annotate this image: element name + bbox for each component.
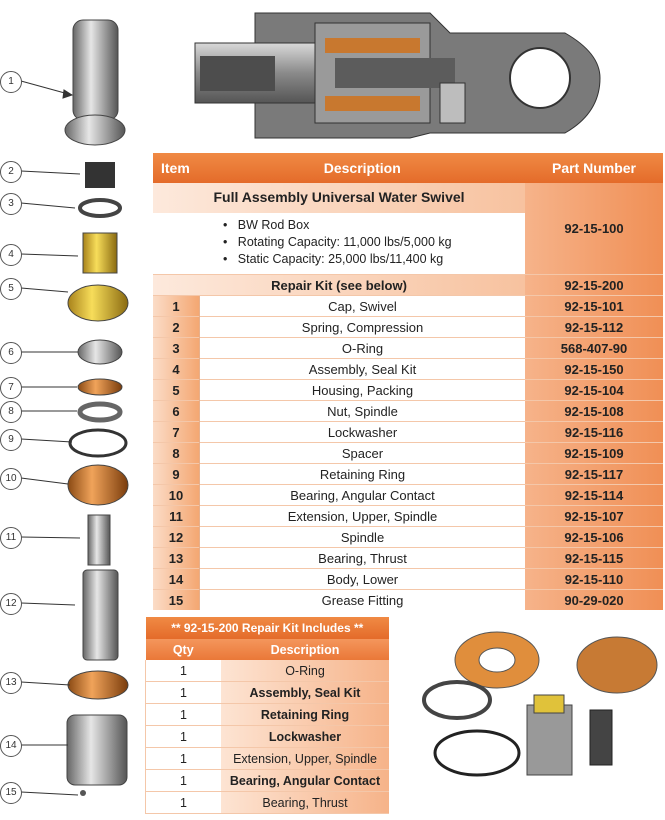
callout-6: 6	[0, 342, 22, 364]
repair-kit-table	[145, 617, 389, 814]
kit-header-qty: Qty	[146, 639, 222, 660]
table-row	[153, 548, 663, 569]
item-cell: 1	[153, 296, 200, 317]
description-cell: Bearing, Angular Contact	[200, 485, 526, 506]
kit-row	[146, 770, 390, 792]
kit-parts-svg	[412, 625, 662, 785]
part-number-cell: 92-15-110	[525, 569, 663, 590]
bullet-item: • Rotating Capacity: 11,000 lbs/5,000 kg	[223, 235, 452, 249]
part-number-cell: 92-15-112	[525, 317, 663, 338]
kit-description-cell: Assembly, Seal Kit	[221, 682, 389, 704]
header-item: Item	[153, 153, 200, 183]
part-number-cell: 92-15-114	[525, 485, 663, 506]
kit-qty-cell: 1	[146, 682, 222, 704]
description-cell: Lockwasher	[200, 422, 526, 443]
part-number-cell: 90-29-020	[525, 590, 663, 611]
kit-description-cell: Extension, Upper, Spindle	[221, 748, 389, 770]
table-row	[153, 317, 663, 338]
kit-qty-cell: 1	[146, 770, 222, 792]
table-row	[153, 380, 663, 401]
kit-qty-cell: 1	[146, 704, 222, 726]
kit-row	[146, 726, 390, 748]
kit-qty-cell: 1	[146, 748, 222, 770]
kit-description-cell: Bearing, Angular Contact	[221, 770, 389, 792]
table-row	[153, 359, 663, 380]
table-row	[153, 506, 663, 527]
bullet-item: • Static Capacity: 25,000 lbs/11,400 kg	[223, 252, 444, 266]
item-cell: 12	[153, 527, 200, 548]
kit-description-cell: Lockwasher	[221, 726, 389, 748]
description-cell: Spring, Compression	[200, 317, 526, 338]
kit-parts-illustration	[412, 625, 662, 785]
repair-kit-label: Repair Kit (see below)	[153, 275, 525, 296]
description-cell: Spindle	[200, 527, 526, 548]
table-row	[153, 569, 663, 590]
kit-qty-cell: 1	[146, 792, 222, 814]
kit-description-cell: O-Ring	[221, 660, 389, 682]
table-row	[153, 590, 663, 611]
item-cell: 3	[153, 338, 200, 359]
part-number-cell: 92-15-109	[525, 443, 663, 464]
part-number-cell: 92-15-106	[525, 527, 663, 548]
callout-11: 11	[0, 527, 22, 549]
header-part-number: Part Number	[525, 153, 663, 183]
callout-2: 2	[0, 161, 22, 183]
callout-5: 5	[0, 278, 22, 300]
kit-qty-cell: 1	[146, 726, 222, 748]
item-cell: 2	[153, 317, 200, 338]
table-row	[153, 296, 663, 317]
callout-15: 15	[0, 782, 22, 804]
kit-row	[146, 704, 390, 726]
part-number-cell: 92-15-108	[525, 401, 663, 422]
item-cell: 5	[153, 380, 200, 401]
table-row	[153, 422, 663, 443]
part-number-cell: 92-15-101	[525, 296, 663, 317]
description-cell: Assembly, Seal Kit	[200, 359, 526, 380]
item-cell: 7	[153, 422, 200, 443]
assembly-title: Full Assembly Universal Water Swivel	[213, 189, 465, 205]
table-row	[153, 485, 663, 506]
kit-rows	[146, 660, 390, 814]
assembly-cell	[153, 183, 525, 275]
item-cell: 13	[153, 548, 200, 569]
callout-13: 13	[0, 672, 22, 694]
repair-kit-part-number: 92-15-200	[525, 275, 663, 296]
item-cell: 8	[153, 443, 200, 464]
kit-title: ** 92-15-200 Repair Kit Includes **	[146, 617, 390, 639]
description-cell: Retaining Ring	[200, 464, 526, 485]
kit-row	[146, 792, 390, 814]
cutaway-svg	[185, 8, 605, 143]
callout-9: 9	[0, 429, 22, 451]
cutaway-illustration	[185, 8, 605, 143]
item-cell: 11	[153, 506, 200, 527]
table-row	[153, 401, 663, 422]
item-cell: 15	[153, 590, 200, 611]
item-cell: 9	[153, 464, 200, 485]
table-row	[153, 464, 663, 485]
callout-7: 7	[0, 377, 22, 399]
kit-row	[146, 748, 390, 770]
callout-8: 8	[0, 401, 22, 423]
description-cell: Extension, Upper, Spindle	[200, 506, 526, 527]
callout-1: 1	[0, 71, 22, 93]
kit-row	[146, 682, 390, 704]
item-cell: 10	[153, 485, 200, 506]
table-row	[153, 338, 663, 359]
description-cell: Housing, Packing	[200, 380, 526, 401]
part-number-cell: 568-407-90	[525, 338, 663, 359]
part-number-cell: 92-15-117	[525, 464, 663, 485]
description-cell: Grease Fitting	[200, 590, 526, 611]
description-cell: Bearing, Thrust	[200, 548, 526, 569]
description-cell: O-Ring	[200, 338, 526, 359]
part-number-cell: 92-15-104	[525, 380, 663, 401]
assembly-bullets	[153, 213, 525, 274]
description-cell: Cap, Swivel	[200, 296, 526, 317]
part-number-cell: 92-15-115	[525, 548, 663, 569]
kit-qty-cell: 1	[146, 660, 222, 682]
header-description: Description	[200, 153, 526, 183]
callout-4: 4	[0, 244, 22, 266]
item-cell: 14	[153, 569, 200, 590]
description-cell: Spacer	[200, 443, 526, 464]
parts-rows	[153, 296, 663, 611]
part-number-cell: 92-15-150	[525, 359, 663, 380]
description-cell: Body, Lower	[200, 569, 526, 590]
callout-3: 3	[0, 193, 22, 215]
part-number-cell: 92-15-107	[525, 506, 663, 527]
description-cell: Nut, Spindle	[200, 401, 526, 422]
callout-10: 10	[0, 468, 22, 490]
callout-14: 14	[0, 735, 22, 757]
table-row	[153, 443, 663, 464]
callout-12: 12	[0, 593, 22, 615]
item-cell: 4	[153, 359, 200, 380]
assembly-part-number: 92-15-100	[525, 183, 663, 275]
item-cell: 6	[153, 401, 200, 422]
parts-table	[153, 153, 663, 610]
bullet-item: • BW Rod Box	[223, 218, 310, 232]
table-row	[153, 527, 663, 548]
part-number-cell: 92-15-116	[525, 422, 663, 443]
kit-description-cell: Retaining Ring	[221, 704, 389, 726]
kit-description-cell: Bearing, Thrust	[221, 792, 389, 814]
kit-header-description: Description	[221, 639, 389, 660]
kit-row	[146, 660, 390, 682]
